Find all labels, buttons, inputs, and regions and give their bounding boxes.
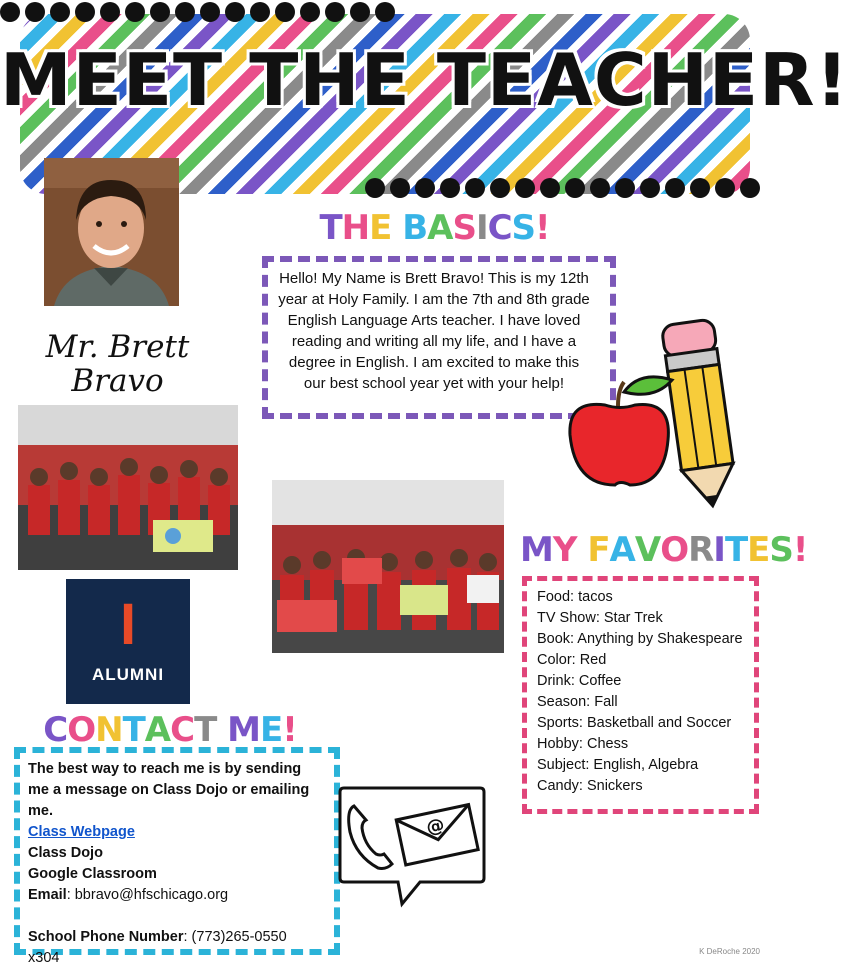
basics-heading-letter: S bbox=[511, 208, 536, 248]
basics-heading-letter: A bbox=[427, 208, 453, 248]
class-photo-right bbox=[272, 480, 504, 653]
favorite-item: Hobby: Chess bbox=[537, 736, 629, 752]
university-logo: I bbox=[119, 592, 137, 657]
contact-details bbox=[28, 759, 320, 969]
basics-heading-letter: C bbox=[487, 208, 512, 248]
email-line bbox=[28, 885, 320, 906]
basics-heading-letter: E bbox=[369, 208, 392, 248]
favorite-item: TV Show: Star Trek bbox=[537, 610, 663, 626]
contact-intro: The best way to reach me is by sending me a message on Class Dojo or emailing me. bbox=[28, 761, 310, 819]
favorites-list bbox=[537, 587, 747, 797]
basics-heading-letter: ! bbox=[535, 208, 550, 248]
dot-border-top bbox=[0, 2, 395, 22]
favorites-heading-letter: E bbox=[747, 530, 770, 570]
basics-paragraph: Hello! My Name is Brett Bravo! This is my 12th year at Holy Family. I am the 7th and 8th grade English Language Arts teacher. I have loved reading and writing all my life, and I have a degree in English. I am excited to make this our best school year yet with your help! bbox=[278, 270, 590, 392]
contact-box bbox=[14, 747, 340, 966]
dot-border-bottom bbox=[365, 178, 760, 198]
contact-heading bbox=[20, 710, 320, 750]
basics-heading bbox=[262, 208, 607, 248]
contact-heading-letter: A bbox=[144, 710, 171, 750]
favorite-item: Season: Fall bbox=[537, 694, 618, 710]
favorites-heading-letter: R bbox=[688, 530, 714, 570]
favorites-heading-letter: Y bbox=[552, 530, 577, 570]
google-classroom-label: Google Classroom bbox=[28, 866, 157, 882]
favorites-heading-letter: A bbox=[609, 530, 635, 570]
favorite-item: Sports: Basketball and Soccer bbox=[537, 715, 732, 731]
favorites-heading-letter bbox=[576, 530, 587, 570]
teacher-name-line1: Mr. Brett bbox=[45, 329, 190, 365]
alumni-label: ALUMNI bbox=[91, 665, 165, 684]
contact-heading-letter: C bbox=[43, 710, 68, 750]
favorite-item: Candy: Snickers bbox=[537, 778, 643, 794]
phone-value: : (773)265-0550 x304 bbox=[28, 929, 287, 966]
favorite-item: Drink: Coffee bbox=[537, 673, 622, 689]
basics-heading-letter: H bbox=[341, 208, 370, 248]
alumni-badge bbox=[66, 579, 190, 704]
favorite-item: Color: Red bbox=[537, 652, 607, 668]
favorites-heading-letter: T bbox=[724, 530, 748, 570]
favorites-heading-letter: I bbox=[713, 530, 725, 570]
contact-heading-letter: M bbox=[227, 710, 260, 750]
page-title: MEET THE TEACHER! bbox=[0, 38, 849, 122]
contact-heading-letter: C bbox=[170, 710, 195, 750]
favorite-item: Food: tacos bbox=[537, 589, 613, 605]
class-webpage-link[interactable]: Class Webpage bbox=[28, 824, 135, 840]
contact-heading-letter: N bbox=[95, 710, 123, 750]
basics-heading-letter: S bbox=[452, 208, 476, 248]
favorites-heading bbox=[520, 530, 808, 570]
contact-heading-letter: E bbox=[259, 710, 283, 750]
favorites-box bbox=[522, 576, 759, 814]
teacher-name-line2: Bravo bbox=[71, 363, 164, 399]
phone-mail-icon bbox=[336, 784, 488, 909]
basics-heading-letter: I bbox=[475, 208, 488, 248]
favorites-heading-letter: V bbox=[634, 530, 661, 570]
svg-text:@: @ bbox=[424, 814, 447, 839]
contact-heading-letter bbox=[216, 710, 227, 750]
favorite-item: Book: Anything by Shakespeare bbox=[537, 631, 743, 647]
basics-heading-letter bbox=[391, 208, 402, 248]
email-label: Email bbox=[28, 887, 67, 903]
contact-heading-letter: O bbox=[67, 710, 96, 750]
class-dojo-label: Class Dojo bbox=[28, 845, 103, 861]
contact-heading-letter: T bbox=[122, 710, 145, 750]
teacher-name bbox=[20, 330, 215, 398]
favorites-heading-letter: O bbox=[660, 530, 689, 570]
favorites-heading-letter: M bbox=[520, 530, 553, 570]
basics-heading-letter: T bbox=[319, 208, 342, 248]
basics-heading-letter: B bbox=[402, 208, 428, 248]
contact-heading-letter: ! bbox=[282, 710, 297, 750]
favorite-item: Subject: English, Algebra bbox=[537, 757, 699, 773]
apple-pencil-illustration bbox=[560, 300, 745, 515]
email-value: : bbravo@hfschicago.org bbox=[66, 887, 229, 903]
contact-heading-letter: T bbox=[194, 710, 217, 750]
credit-text: K DeRoche 2020 bbox=[699, 947, 760, 956]
teacher-portrait bbox=[44, 158, 179, 306]
favorites-heading-letter: S bbox=[769, 530, 793, 570]
phone-label: School Phone Number bbox=[28, 929, 184, 945]
phone-line bbox=[28, 927, 320, 969]
favorites-heading-letter: F bbox=[587, 530, 610, 570]
class-photo-left bbox=[18, 405, 238, 570]
favorites-heading-letter: ! bbox=[792, 530, 808, 570]
